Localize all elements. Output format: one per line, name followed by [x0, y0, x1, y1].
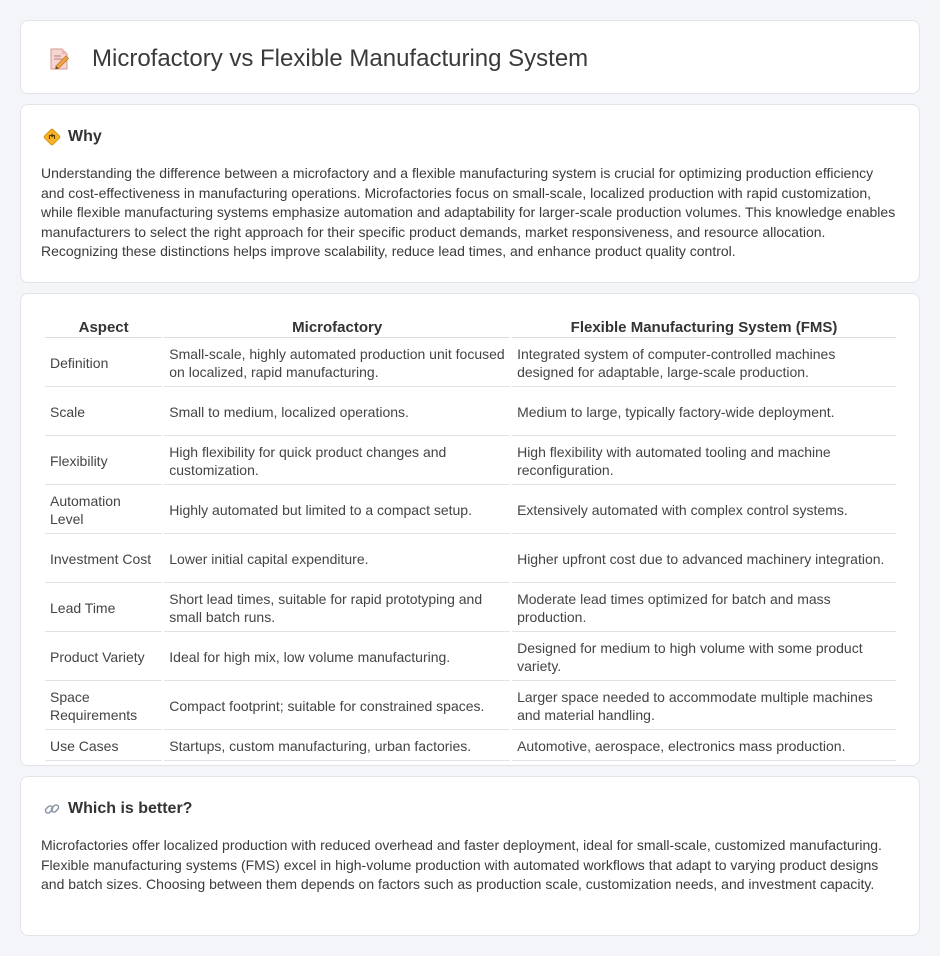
row-aspect: Lead Time: [45, 585, 162, 632]
link-icon: [43, 800, 61, 818]
row-fms: Higher upfront cost due to advanced machinery integration.: [512, 536, 896, 583]
table-row: [45, 683, 896, 730]
table-row: [45, 634, 896, 681]
row-aspect: Use Cases: [45, 732, 162, 761]
row-microfactory: Highly automated but limited to a compact setup.: [164, 487, 510, 534]
table-header-row: [45, 318, 896, 338]
table-row: [45, 585, 896, 632]
header-fms: Flexible Manufacturing System (FMS): [512, 318, 896, 338]
better-heading-label: Which is better?: [68, 800, 193, 817]
comparison-card: [20, 293, 920, 766]
row-microfactory: Startups, custom manufacturing, urban factories.: [164, 732, 510, 761]
row-microfactory: Lower initial capital expenditure.: [164, 536, 510, 583]
row-microfactory: Compact footprint; suitable for constrained spaces.: [164, 683, 510, 730]
row-microfactory: Small to medium, localized operations.: [164, 389, 510, 436]
which-is-better-card: [20, 776, 920, 936]
row-microfactory: Small-scale, highly automated production unit focused on localized, rapid manufacturing.: [164, 340, 510, 387]
row-fms: Larger space needed to accommodate multiple machines and material handling.: [512, 683, 896, 730]
why-card: [20, 104, 920, 283]
document-edit-icon: [47, 47, 71, 71]
page-title: Microfactory vs Flexible Manufacturing System: [92, 45, 589, 72]
row-fms: High flexibility with automated tooling and machine reconfiguration.: [512, 438, 896, 485]
row-microfactory: Short lead times, suitable for rapid prototyping and small batch runs.: [164, 585, 510, 632]
title-card: [20, 20, 920, 94]
header-aspect: Aspect: [45, 318, 162, 338]
row-fms: Designed for medium to high volume with some product variety.: [512, 634, 896, 681]
table-row: [45, 732, 896, 761]
row-fms: Automotive, aerospace, electronics mass production.: [512, 732, 896, 761]
row-fms: Moderate lead times optimized for batch and mass production.: [512, 585, 896, 632]
row-microfactory: High flexibility for quick product changes and customization.: [164, 438, 510, 485]
table-row: [45, 536, 896, 583]
table-row: [45, 340, 896, 387]
row-aspect: Definition: [45, 340, 162, 387]
why-paragraph: Understanding the difference between a microfactory and a flexible manufacturing system is crucial for optimizing production efficiency and cost-effectiveness in manufacturing operations. Microfactories focus on small-scale, localized production with rapid customization, while flexible manufacturing systems emphasize automation and adaptability for larger-scale production volumes. This knowledge enables manufacturers to select the right approach for their specific product demands, market responsiveness, and resource allocation. Recognizing these distinctions helps improve scalability, reduce lead times, and enhance product quality control.: [41, 165, 896, 260]
table-row: [45, 487, 896, 534]
better-paragraph: Microfactories offer localized production with reduced overhead and faster deployment, ideal for small-scale, customized manufacturing. Flexible manufacturing systems (FMS) excel in high-volume production with automated workflows that adapt to varying product designs and batch sizes. Choosing between them depends on factors such as production scale, customization needs, and investment capacity.: [41, 837, 882, 893]
why-heading: [43, 127, 102, 147]
table-row: [45, 438, 896, 485]
row-aspect: Automation Level: [45, 487, 162, 534]
row-fms: Integrated system of computer-controlled machines designed for adaptable, large-scale production.: [512, 340, 896, 387]
road-sign-icon: [43, 128, 61, 146]
row-aspect: Scale: [45, 389, 162, 436]
header-microfactory: Microfactory: [164, 318, 510, 338]
row-microfactory: Ideal for high mix, low volume manufacturing.: [164, 634, 510, 681]
row-aspect: Flexibility: [45, 438, 162, 485]
row-aspect: Space Requirements: [45, 683, 162, 730]
row-fms: Medium to large, typically factory-wide deployment.: [512, 389, 896, 436]
table-row: [45, 389, 896, 436]
comparison-table: [43, 316, 898, 763]
row-aspect: Investment Cost: [45, 536, 162, 583]
row-aspect: Product Variety: [45, 634, 162, 681]
better-heading: [43, 799, 192, 819]
row-fms: Extensively automated with complex control systems.: [512, 487, 896, 534]
why-heading-label: Why: [68, 128, 102, 145]
